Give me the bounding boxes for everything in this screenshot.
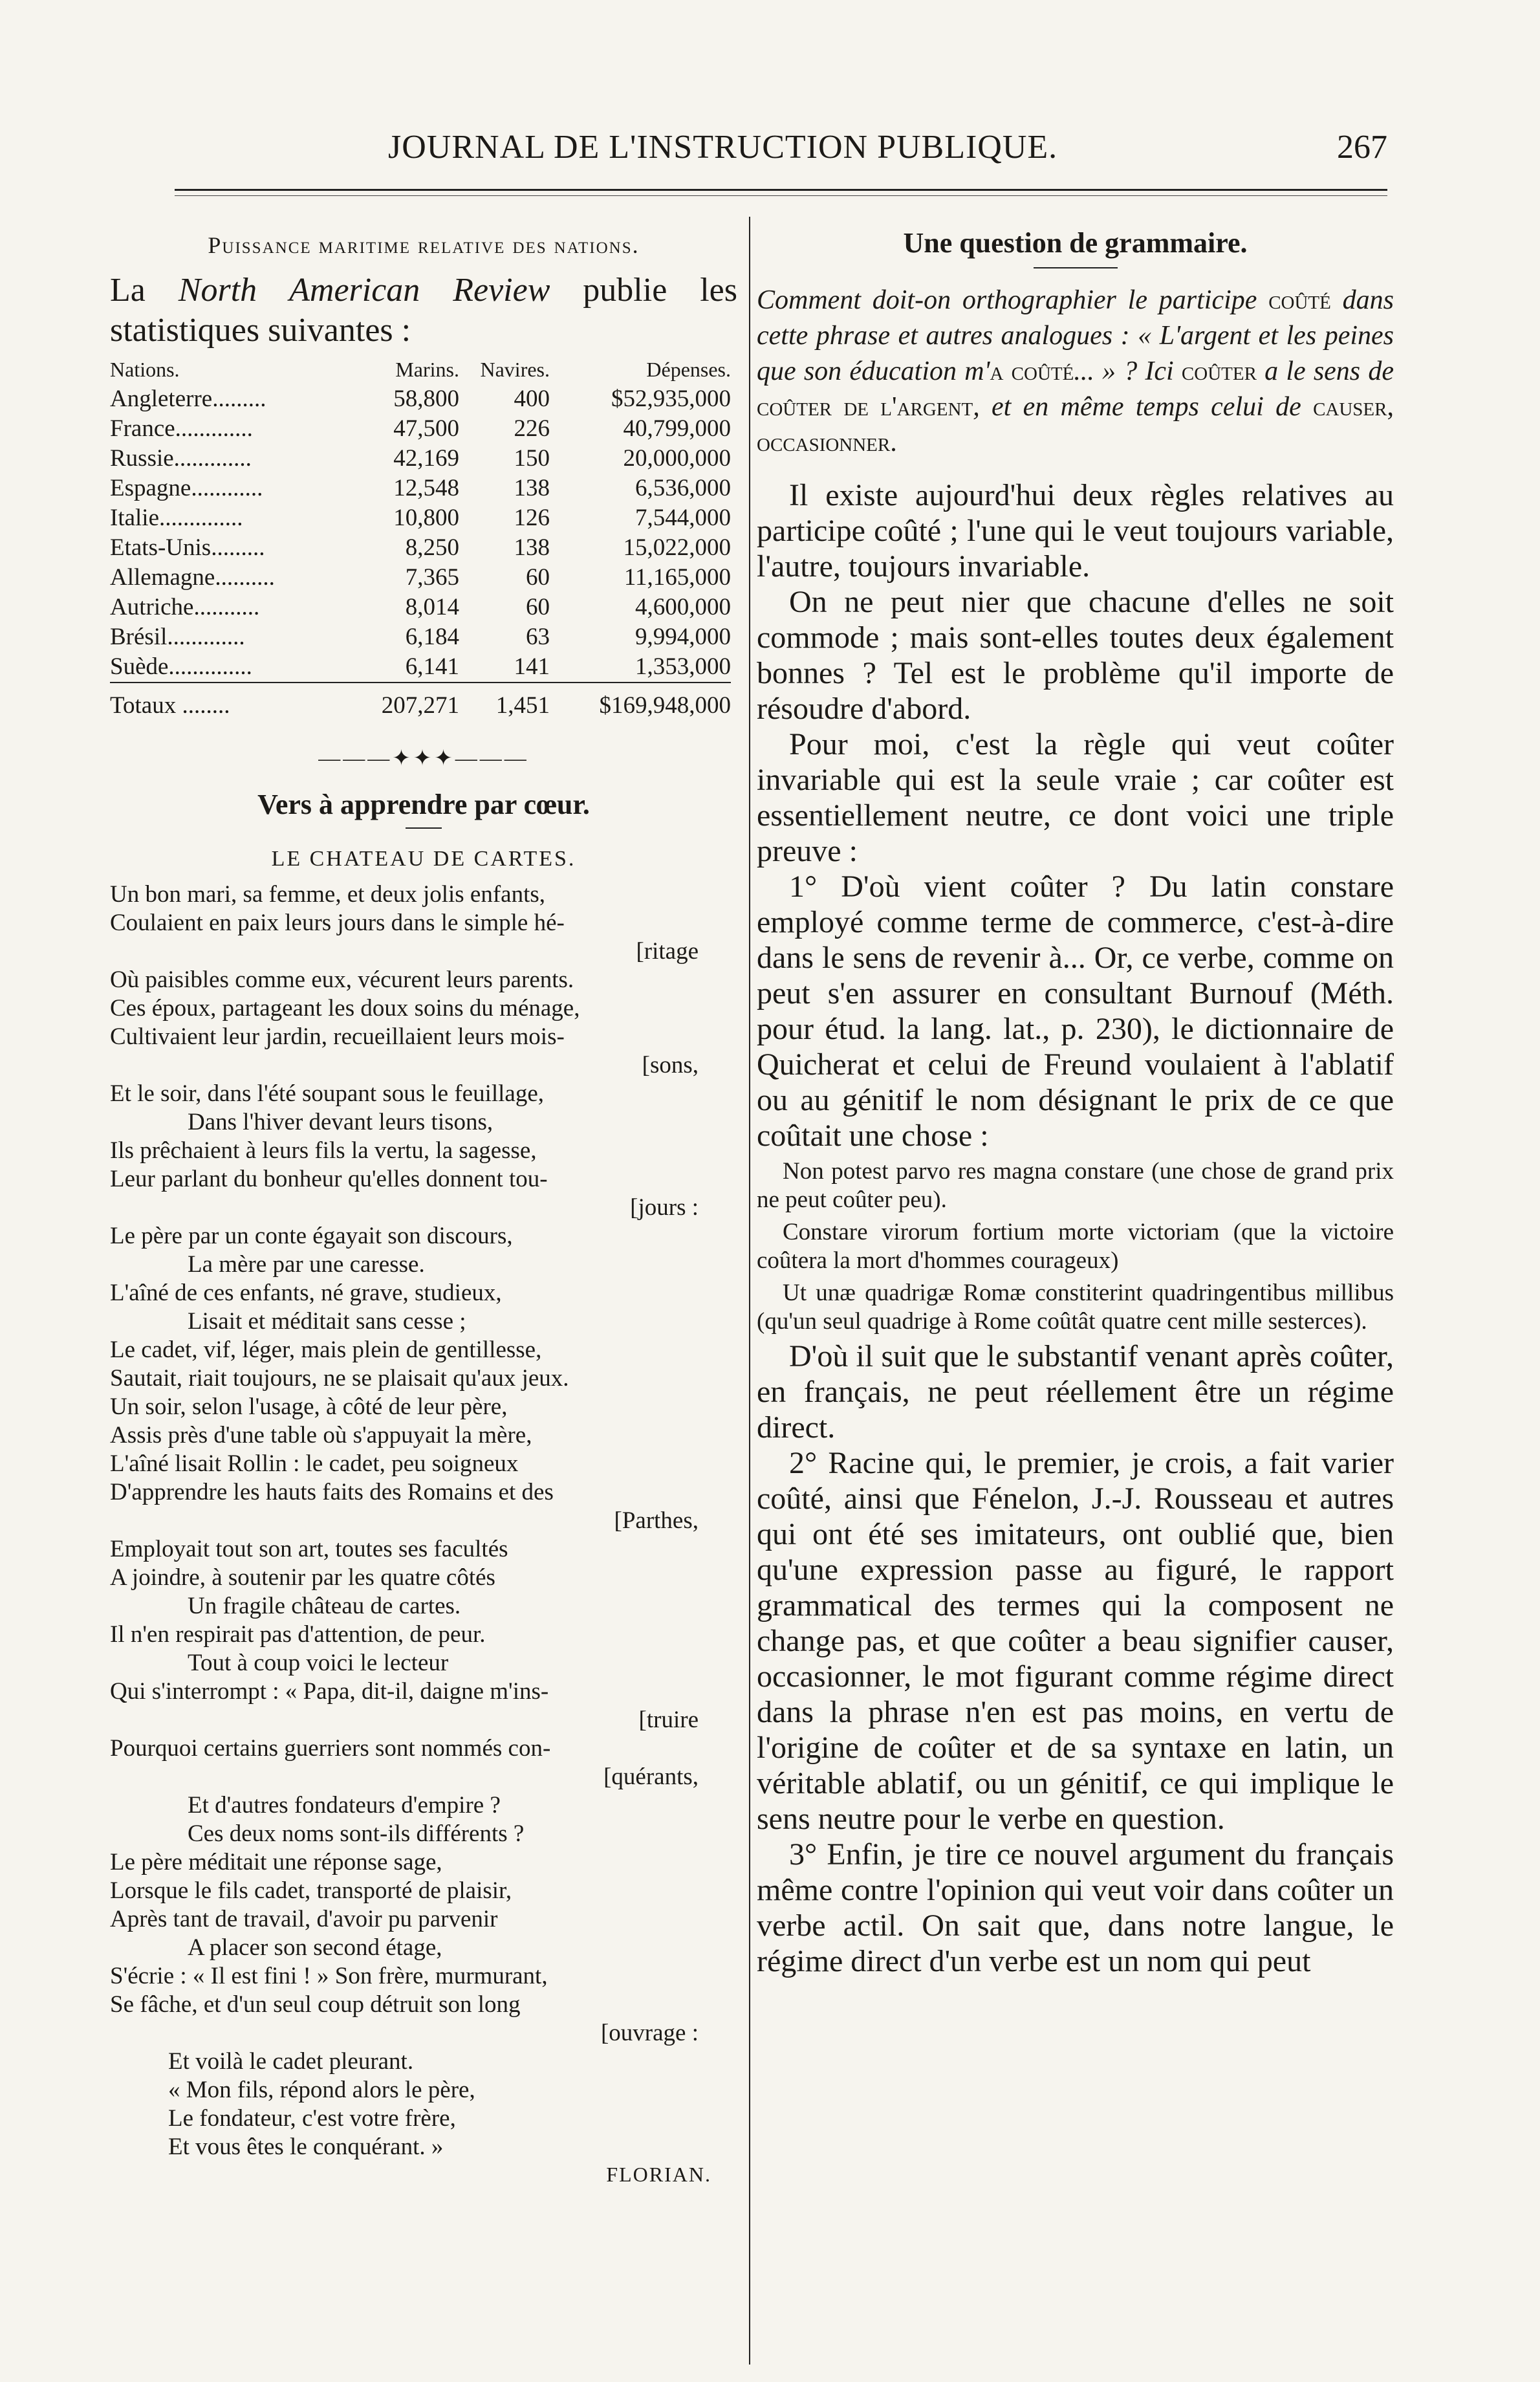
poem-line: [sons,	[642, 1052, 699, 1078]
latin-citation: Constare virorum fortium morte victoriam (que la victoire coûtera la mort d'hommes courageux)	[757, 1219, 1394, 1274]
table-body	[110, 384, 731, 683]
total-row	[110, 691, 731, 721]
cell-marins: 8,250	[405, 534, 459, 561]
cell-nation: France.............	[110, 415, 253, 442]
question-part: causer, occasionner.	[757, 392, 1394, 457]
total-navires: 1,451	[495, 692, 550, 719]
poem-line: Un soir, selon l'usage, à côté de leur père,	[110, 1393, 508, 1420]
poem-line: L'aîné lisait Rollin : le cadet, peu soigneux	[110, 1450, 519, 1477]
poem-line: Après tant de travail, d'avoir pu parvenir	[110, 1906, 498, 1932]
cell-nation: Autriche...........	[110, 594, 260, 620]
cell-navires: 400	[514, 386, 550, 412]
poem-line: Un bon mari, sa femme, et deux jolis enfants,	[110, 881, 546, 908]
total-rule	[110, 683, 731, 691]
poem-line: Et voilà le cadet pleurant.	[168, 2048, 414, 2075]
cell-nation: Etats-Unis.........	[110, 534, 265, 561]
col-header-navires: Navires.	[480, 358, 550, 381]
question-part: coûté	[1268, 285, 1331, 315]
cell-depenses: 15,022,000	[623, 534, 731, 561]
table-row	[110, 593, 731, 622]
poem-title: LE CHATEAU DE CARTES.	[271, 847, 576, 871]
page-number: 267	[1337, 129, 1387, 166]
table-row	[110, 622, 731, 652]
poem-line: Employait tout son art, toutes ses facultés	[110, 1536, 508, 1562]
cell-marins: 8,014	[405, 594, 459, 620]
poem-line: L'aîné de ces enfants, né grave, studieux,	[110, 1280, 502, 1306]
total-label: Totaux ........	[110, 692, 230, 719]
table-row	[110, 384, 731, 414]
poem-line: Se fâche, et d'un seul coup détruit son long	[110, 1991, 521, 2018]
poem-line: Sautait, riait toujours, ne se plaisait qu'aux jeux.	[110, 1365, 569, 1392]
journal-name: North American Review	[178, 272, 550, 309]
question-part: ... » ? Ici	[1074, 356, 1182, 386]
poem-line: Pourquoi certains guerriers sont nommés con-	[110, 1735, 551, 1762]
poem-body	[110, 880, 737, 2161]
cell-depenses: $52,935,000	[611, 386, 731, 412]
intro-end: publie les statistiques suivantes :	[110, 272, 737, 349]
paragraph: Pour moi, c'est la règle qui veut coûter invariable qui est la seule vraie ; car coûter est essentiellement neutre, ce dont voici une triple preuve :	[757, 727, 1394, 868]
poem-line: Lorsque le fils cadet, transporté de plaisir,	[110, 1877, 512, 1904]
header-rule-thin	[175, 195, 1387, 196]
poem-line: [truire	[638, 1707, 699, 1733]
question-part: a le sens de	[1256, 356, 1394, 386]
intro-start: La	[110, 272, 179, 309]
table-row	[110, 474, 731, 503]
paragraph: D'où il suit que le substantif venant après coûter, en français, ne peut réellement être un régime direct.	[757, 1339, 1394, 1445]
poem-line: Assis près d'une table où s'appuyait la mère,	[110, 1422, 532, 1448]
grammar-question	[757, 283, 1394, 461]
poem-line: La mère par une caresse.	[188, 1251, 425, 1278]
question-part: coûter	[1181, 356, 1257, 386]
table-header-row	[110, 355, 731, 384]
table-row	[110, 563, 731, 593]
cell-marins: 47,500	[393, 415, 459, 442]
latin-citation: Non potest parvo res magna constare (une chose de grand prix ne peut coûter peu).	[757, 1158, 1394, 1213]
cell-depenses: 11,165,000	[624, 564, 731, 591]
poem-line: Lisait et méditait sans cesse ;	[188, 1308, 466, 1335]
poem-line: « Mon fils, répond alors le père,	[168, 2077, 475, 2103]
poem-line: Leur parlant du bonheur qu'elles donnent tou-	[110, 1166, 548, 1192]
cell-nation: Russie.............	[110, 445, 252, 472]
poem-line: Où paisibles comme eux, vécurent leurs parents.	[110, 967, 574, 993]
cell-depenses: 1,353,000	[635, 653, 731, 680]
journal-title: JOURNAL DE L'INSTRUCTION PUBLIQUE.	[388, 129, 1058, 166]
grammar-heading: Une question de grammaire.	[903, 227, 1248, 259]
cell-marins: 6,141	[405, 653, 459, 680]
poem-line: Qui s'interrompt : « Papa, dit-il, daigne m'ins-	[110, 1678, 549, 1705]
poem-line: [ouvrage :	[600, 2020, 699, 2046]
question-part: , et en même temps celui de	[973, 392, 1314, 422]
poem-line: Et vous êtes le conquérant. »	[168, 2134, 444, 2160]
poem-line: [quérants,	[603, 1764, 699, 1790]
table-row	[110, 652, 731, 683]
poem-line: Un fragile château de cartes.	[188, 1593, 461, 1619]
cell-navires: 138	[514, 475, 550, 501]
question-part: a coûté	[990, 356, 1074, 386]
right-column	[757, 226, 1394, 2361]
poem-line: S'écrie : « Il est fini ! » Son frère, murmurant,	[110, 1963, 548, 1989]
poem-line: Ces deux noms sont-ils différents ?	[188, 1820, 525, 1847]
page-header	[113, 128, 1387, 173]
cell-nation: Espagne............	[110, 475, 263, 501]
col-header-marins: Marins.	[395, 358, 459, 381]
total-depenses: $169,948,000	[599, 692, 731, 719]
poem-line: Le père par un conte égayait son discours,	[110, 1223, 513, 1249]
cell-marins: 7,365	[405, 564, 459, 591]
table-row	[110, 503, 731, 533]
question-part: Comment doit-on orthographier le participe	[757, 285, 1269, 315]
table-row	[110, 414, 731, 444]
poem-line: Cultivaient leur jardin, recueillaient leurs mois-	[110, 1023, 565, 1050]
question-part: coûter de l'argent	[757, 392, 973, 422]
poem-line: [ritage	[636, 938, 699, 965]
table-row	[110, 533, 731, 563]
cell-depenses: 9,994,000	[635, 624, 731, 650]
cell-nation: Brésil.............	[110, 624, 245, 650]
poem-line: Tout à coup voici le lecteur	[188, 1650, 449, 1676]
cell-nation: Italie..............	[110, 505, 243, 531]
cell-nation: Angleterre.........	[110, 386, 266, 412]
paragraph: On ne peut nier que chacune d'elles ne soit commode ; mais sont-elles toutes deux également bonnes ? Tel est le problème qu'il importe de résoudre d'abord.	[757, 585, 1394, 726]
left-column	[110, 226, 737, 2361]
poem-line: Coulaient en paix leurs jours dans le simple hé-	[110, 910, 565, 936]
cell-nation: Suède..............	[110, 653, 252, 680]
cell-depenses: 6,536,000	[635, 475, 731, 501]
cell-navires: 60	[526, 594, 550, 620]
header-rule	[175, 189, 1387, 191]
cell-navires: 126	[514, 505, 550, 531]
cell-depenses: 4,600,000	[635, 594, 731, 620]
poem-signature: FLORIAN.	[606, 2163, 711, 2186]
latin-citation: Ut unæ quadrigæ Romæ constiterint quadringentibus millibus (qu'un seul quadrige à Rome coûtât quatre cent mille sesterces).	[757, 1280, 1394, 1335]
table-row	[110, 444, 731, 474]
poem-line: Et le soir, dans l'été soupant sous le feuillage,	[110, 1080, 545, 1107]
cell-navires: 150	[514, 445, 550, 472]
poem-line: Ces époux, partageant les doux soins du ménage,	[110, 995, 580, 1022]
paragraph: 2° Racine qui, le premier, je crois, a fait varier coûté, ainsi que Fénelon, J.-J. Rousseau et autres qui ont été ses imitateurs, ont oublié que, bien qu'une expression passe au figuré, le rapport grammatical des termes qui la composent ne change pas, et que coûter a beau signifier causer, occasionner, le mot figurant comme régime direct dans la phrase n'en est pas moins, en vertu de l'origine de coûter et de sa syntaxe en latin, un véritable ablatif, ou un génitif, ce qui implique le sens neutre pour le verbe en question.	[757, 1446, 1394, 1836]
poem-line: Il n'en respirait pas d'attention, de peur.	[110, 1621, 486, 1648]
cell-marins: 12,548	[393, 475, 459, 501]
short-rule	[406, 827, 442, 829]
maritime-table	[110, 355, 731, 721]
paragraph: 1° D'où vient coûter ? Du latin constare employé comme terme de commerce, c'est-à-dire dans le sens de revenir à... Or, ce verbe, comme on peut s'en assurer en consultant Burnouf (Méth. pour étud. la lang. lat., p. 230), le dictionnaire de Quicherat et celui de Freund voulaient à l'ablatif ou au génitif le nom désignant le prix de ce que coûtait une chose :	[757, 869, 1394, 1153]
paragraph: 3° Enfin, je tire ce nouvel argument du français même contre l'opinion qui veut voir dans coûter un verbe actil. On sait que, dans notre langue, le régime direct d'un verbe est un nom qui peut	[757, 1837, 1394, 1978]
cell-marins: 58,800	[393, 386, 459, 412]
column-divider	[749, 217, 750, 2365]
cell-navires: 138	[514, 534, 550, 561]
cell-depenses: 40,799,000	[623, 415, 731, 442]
cell-nation: Allemagne..........	[110, 564, 275, 591]
poem-line: [jours :	[630, 1194, 699, 1221]
cell-marins: 42,169	[393, 445, 459, 472]
cell-depenses: 20,000,000	[623, 445, 731, 472]
cell-marins: 6,184	[405, 624, 459, 650]
poem-line: Le fondateur, c'est votre frère,	[168, 2105, 456, 2132]
question-part: dans cette phrase et autres analogues : « L'argent et les peines que son éducation m'	[757, 285, 1394, 386]
cell-depenses: 7,544,000	[635, 505, 731, 531]
col-header-depenses: Dépenses.	[646, 358, 731, 381]
total-marins: 207,271	[381, 692, 459, 719]
maritime-intro	[110, 270, 737, 351]
poem-line: A joindre, à soutenir par les quatre côtés	[110, 1564, 495, 1591]
section-ornament: ———✦✦✦———	[318, 747, 529, 770]
cell-navires: 60	[526, 564, 550, 591]
poem-line: Et d'autres fondateurs d'empire ?	[188, 1792, 501, 1819]
cell-navires: 226	[514, 415, 550, 442]
cell-navires: 63	[526, 624, 550, 650]
grammar-rule	[1034, 267, 1118, 268]
col-header-nations: Nations.	[110, 358, 180, 381]
maritime-heading: Puissance maritime relative des nations.	[208, 232, 640, 258]
paragraph: Il existe aujourd'hui deux règles relatives au participe coûté ; l'une qui le veut toujours variable, l'autre, toujours invariable.	[757, 478, 1394, 584]
poem-line: Dans l'hiver devant leurs tisons,	[188, 1109, 493, 1135]
poem-line: A placer son second étage,	[188, 1934, 442, 1961]
poem-section-heading: Vers à apprendre par cœur.	[257, 789, 590, 820]
poem-line: Le père méditait une réponse sage,	[110, 1849, 442, 1875]
poem-line: Ils prêchaient à leurs fils la vertu, la sagesse,	[110, 1137, 537, 1164]
cell-marins: 10,800	[393, 505, 459, 531]
cell-navires: 141	[514, 653, 550, 680]
poem-line: D'apprendre les hauts faits des Romains et des	[110, 1479, 554, 1505]
poem-line: [Parthes,	[614, 1507, 699, 1534]
poem-line: Le cadet, vif, léger, mais plein de gentillesse,	[110, 1337, 542, 1363]
